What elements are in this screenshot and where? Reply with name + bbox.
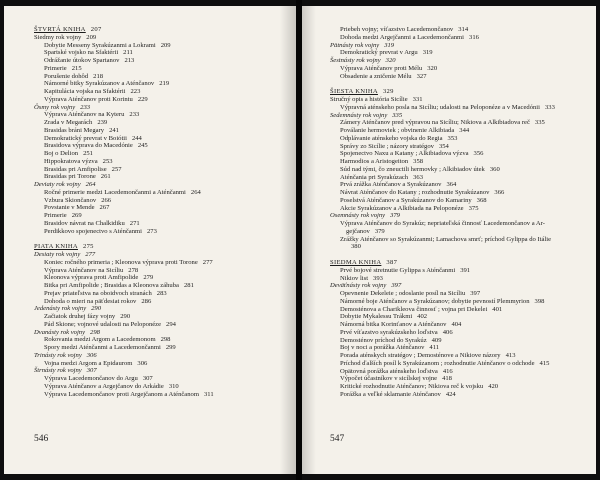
year-entry [330, 112, 592, 120]
toc-entry [330, 143, 592, 151]
entry-page-number: 344 [459, 127, 470, 134]
toc-entry [330, 337, 592, 345]
entry-page-number: 298 [160, 336, 171, 344]
toc-entry [330, 73, 592, 81]
entry-title: Stručný opis a história Sicílie [330, 96, 408, 103]
entry-title: Zámery Aténčanov pred výpravou na Sicíliu; Nikiova a Alkibiadova reč [340, 119, 530, 127]
entry-page-number: 264 [85, 181, 96, 188]
toc-entry [330, 26, 592, 34]
entry-page-number: 266 [101, 196, 112, 204]
entry-page-number: 298 [90, 328, 100, 336]
section-gap [330, 251, 592, 259]
toc-entry [34, 73, 292, 81]
entry-page-number: 211 [123, 49, 133, 57]
toc-entry [330, 290, 592, 298]
entry-page-number: 275 [82, 243, 94, 251]
toc-entry [34, 119, 292, 127]
toc-entry [330, 220, 592, 228]
toc-entry [34, 173, 292, 181]
toc-entry [330, 267, 592, 275]
toc-entry [34, 88, 292, 96]
year-entry [34, 305, 292, 313]
entry-title: Trinásty rok vojny [34, 351, 82, 359]
entry-page-number: 379 [374, 227, 385, 235]
entry-page-number: 397 [470, 290, 481, 297]
entry-title: Návrat Aténčanov do Katany ; rozhodnutie Syrakúzanov [340, 189, 490, 196]
entry-page-number: 251 [83, 150, 93, 157]
entry-page-number: 264 [190, 188, 201, 196]
entry-title: Prvé bojové stretnutie Gylippa s Aténčanmi [340, 266, 456, 274]
entry-title: Dobytie Messeny Syrakúzanmi a Lokrami [44, 41, 156, 49]
toc-entry [34, 142, 292, 150]
toc-entry [330, 243, 592, 251]
entry-page-number: 393 [373, 274, 383, 282]
entry-page-number: 416 [442, 367, 453, 375]
toc-entry [330, 174, 592, 182]
entry-page-number: 213 [124, 57, 135, 64]
entry-title: Námorná bitka Korinťanov a Aténčanov [340, 321, 447, 328]
entry-page-number: 335 [534, 119, 545, 127]
toc-entry [330, 236, 592, 244]
toc-entry [330, 135, 592, 143]
entry-page-number: 380 [351, 243, 361, 251]
entry-page-number: 290 [120, 313, 131, 320]
entry-title: Pätnásty rok vojny [330, 41, 380, 49]
entry-page-number: 299 [165, 344, 176, 351]
entry-title: Hippokratova výzva [44, 157, 98, 165]
entry-title: Opevnenie Dekeleie ; odoslanie posíl na Sicíliu [340, 290, 466, 297]
entry-title: ŠIESTA KNIHA [330, 88, 378, 96]
toc-entry [34, 49, 292, 57]
entry-title: Dobytie Mykalessu Trákmi [340, 313, 413, 321]
entry-title: Akcie Syrakúzanov a Alkibiada na Peloponéze [340, 204, 464, 212]
entry-page-number: 353 [447, 134, 458, 142]
entry-page-number: 281 [183, 282, 194, 289]
entry-page-number: 244 [131, 134, 142, 142]
entry-page-number: 420 [488, 383, 499, 390]
toc-entry [34, 321, 292, 329]
entry-title: Dohoda medzi Argejčanmi a Lacedemončanmi [340, 33, 465, 41]
entry-title: Porážka a veľké sklamanie Aténčanov [340, 390, 441, 398]
page-number-left: 546 [34, 434, 49, 444]
entry-page-number: 320 [385, 57, 396, 64]
entry-page-number: 316 [469, 33, 479, 41]
entry-page-number: 335 [392, 111, 403, 119]
entry-title: Brasidas pri Torone [44, 173, 96, 181]
toc-entry [330, 127, 592, 135]
entry-page-number: 398 [534, 297, 545, 305]
toc-entry [34, 135, 292, 143]
toc-entry [330, 150, 592, 158]
section-gap [34, 235, 292, 243]
entry-title: Ročné primerie medzi Lacedemončanmi a Aténčanmi [44, 188, 186, 196]
entry-title: Brasidova výprava do Macedónie [44, 142, 133, 150]
entry-title: Šestnásty rok vojny [330, 57, 381, 64]
entry-page-number: 397 [391, 282, 402, 290]
entry-page-number: 239 [97, 119, 108, 126]
entry-title: Rokovania medzi Argom a Lacedemonom [44, 336, 156, 344]
entry-title: Demokratický prevrat v Argu [340, 49, 418, 57]
entry-title: Desiaty rok vojny [34, 251, 81, 258]
entry-title: gejčanov [346, 227, 370, 235]
toc-entry [330, 344, 592, 352]
entry-page-number: 358 [413, 158, 424, 165]
toc-entry [34, 344, 292, 352]
entry-title: Poselstvá Aténčanov a Syrakúzanov do Kamariny [340, 196, 472, 204]
entry-title: Zrada v Megarách [44, 119, 93, 126]
entry-title: Osemnásty rok vojny [330, 212, 386, 220]
toc-entry [34, 197, 292, 205]
entry-title: PIATA KNIHA [34, 243, 78, 251]
entry-title: Prejav priateľstva na oboidvoch stranách [44, 289, 152, 297]
toc-entry [34, 150, 292, 158]
entry-title: Brasidas bráni Megary [44, 126, 105, 134]
entry-title: Začiatok druhej fázy vojny [44, 313, 116, 320]
entry-page-number: 391 [460, 266, 471, 274]
entry-title: Výprava Aténčanov na Kyteru [44, 111, 125, 119]
entry-title: Opätovná porážka aténskeho loďstva [340, 367, 438, 375]
toc-entry [34, 313, 292, 321]
entry-page-number: 219 [159, 80, 170, 88]
entry-page-number: 327 [416, 72, 427, 80]
entry-title: Vzbura Skiončanov [44, 196, 97, 204]
entry-page-number: 223 [130, 88, 141, 95]
entry-title: SIEDMA KNIHA [330, 259, 382, 266]
entry-page-number: 233 [129, 111, 140, 119]
toc-entry [330, 166, 592, 174]
entry-page-number: 424 [445, 390, 456, 398]
entry-title: Súd nad tými, čo zneuctili hermovky ; Alkibiadov útek [340, 165, 485, 173]
entry-title: Prvé víťazstvo syrakúzskeho loďstva [340, 328, 438, 336]
entry-page-number: 229 [137, 95, 148, 103]
entry-page-number: 290 [91, 305, 102, 313]
entry-title: Spojenectvo Naxu a Katany ; Alkibiadova výzva [340, 150, 469, 158]
entry-title: Odplávanie aténskeho vojska do Regia [340, 134, 443, 142]
toc-entry [34, 42, 292, 50]
entry-title: Brasidov návrat na Chalkidiku [44, 219, 125, 227]
entry-title: Výprava Lacedemončanov proti Argejčanom a Aténčanom [44, 390, 199, 398]
toc-entry [34, 65, 292, 73]
book-heading [330, 88, 592, 96]
entry-page-number: 411 [429, 344, 440, 352]
entry-page-number: 314 [458, 26, 469, 33]
book-heading [330, 259, 592, 267]
entry-title: Povstanie v Mende [44, 204, 95, 212]
toc-entry [34, 189, 292, 197]
year-entry [330, 282, 592, 290]
toc-entry [34, 127, 292, 135]
entry-title: Koniec ročného primeria ; Kleonova výprava proti Torone [44, 258, 198, 266]
entry-title: Sedemnásty rok vojny [330, 111, 388, 119]
toc-entry [330, 368, 592, 376]
entry-page-number: 363 [413, 173, 423, 181]
year-entry [330, 42, 592, 50]
toc-entry [330, 321, 592, 329]
entry-title: Primerie [44, 212, 67, 219]
toc-entry [34, 383, 292, 391]
entry-page-number: 286 [141, 297, 152, 305]
entry-page-number: 209 [86, 33, 97, 41]
entry-page-number: 253 [102, 157, 113, 165]
entry-title: Poválanie hermoviek ; obvinenie Alkibiada [340, 127, 455, 134]
entry-page-number: 306 [137, 359, 148, 367]
entry-title: Výprava Aténčanov proti Korintu [44, 95, 133, 103]
year-entry [34, 329, 292, 337]
toc-entry [34, 336, 292, 344]
year-entry [330, 96, 592, 104]
entry-page-number: 360 [489, 165, 500, 173]
entry-title: Harmodios a Aristogeiton [340, 158, 409, 165]
year-entry [330, 212, 592, 220]
toc-entry [34, 282, 292, 290]
entry-page-number: 366 [494, 189, 505, 196]
entry-title: Kapitulácia vojska na Sfaktérii [44, 88, 126, 95]
entry-page-number: 306 [86, 351, 97, 359]
entry-title: Porušenie dohôd [44, 72, 89, 80]
entry-title: Demosténova a Charikleova činnosť ; vojna pri Dekelei [340, 305, 488, 313]
entry-page-number: 319 [384, 41, 395, 49]
toc-entry [34, 391, 292, 399]
entry-title: Siedmy rok vojny [34, 33, 82, 41]
entry-title: Bitka pri Amfipolide ; Brasidas a Kleonova záhuba [44, 282, 179, 289]
entry-title: Výprava Lacedemončanov do Argu [44, 375, 138, 382]
entry-title: Deväťnásty rok vojny [330, 282, 387, 290]
toc-entry [330, 313, 592, 321]
entry-title: Boj v noci a porážka Aténčanov [340, 344, 425, 352]
toc-entry [330, 197, 592, 205]
entry-title: Ôsmy rok vojny [34, 103, 76, 111]
entry-page-number: 307 [86, 367, 97, 375]
entry-title: Primerie [44, 64, 67, 72]
entry-page-number: 209 [160, 41, 171, 49]
toc-entry [34, 57, 292, 65]
entry-title: Námorné bitky Syrakúzanov a Aténčanov [44, 80, 155, 88]
entry-page-number: 418 [442, 375, 452, 383]
entry-page-number: 307 [142, 375, 153, 382]
toc-entry [34, 290, 292, 298]
toc-entry [330, 375, 592, 383]
entry-title: Výprava Aténčanov do Syrakúz; nepriateľská činnosť Lacedemončanov a Ar- [340, 220, 545, 227]
entry-title: Vojna medzi Argom a Epidaurom [44, 359, 133, 367]
entry-title: Výpravná aténskeho posla na Sicíliu; udalosti na Peloponéze a v Macedónii [340, 103, 540, 111]
year-entry [34, 104, 292, 112]
entry-title: Demokratický prevrat v Boiótii [44, 134, 127, 142]
entry-page-number: 333 [544, 103, 555, 111]
entry-page-number: 278 [128, 266, 139, 274]
toc-entry [330, 34, 592, 42]
entry-page-number: 310 [168, 382, 179, 390]
right-page [302, 6, 596, 474]
entry-title: Pád Skione; vojnové udalosti na Peloponéze [44, 320, 162, 328]
entry-page-number: 311 [203, 390, 214, 398]
entry-page-number: 267 [99, 204, 110, 212]
entry-title: Námorné boje Aténčanov a Syrakúzanov; dobytie pevností Plemmyrion [340, 297, 530, 305]
entry-title: Odrážanie útokov Spartanov [44, 57, 120, 64]
toc-entry [34, 298, 292, 306]
toc-entry [34, 158, 292, 166]
entry-page-number: 294 [166, 320, 176, 328]
entry-title: Obsadenie a zničenie Mélu [340, 72, 412, 80]
toc-entry [330, 205, 592, 213]
entry-page-number: 329 [382, 88, 394, 96]
entry-page-number: 273 [146, 227, 157, 235]
entry-title: Perdikkovo spojenectvo s Aténčanmi [44, 227, 142, 235]
toc-entry [34, 228, 292, 236]
toc-entry [34, 375, 292, 383]
entry-page-number: 207 [90, 26, 102, 33]
toc-entry [34, 274, 292, 282]
entry-title: Výpočet účastníkov v sicílskej vojne [340, 375, 438, 383]
entry-title: Dohoda o mieri na päťdesiat rokov [44, 297, 137, 305]
book-heading [34, 243, 292, 251]
toc-entry [330, 329, 592, 337]
toc-entry [34, 80, 292, 88]
entry-page-number: 409 [431, 336, 442, 344]
entry-title: Výprava Aténčanov na Sicíliu [44, 266, 124, 274]
toc-entry [34, 212, 292, 220]
year-entry [34, 352, 292, 360]
year-entry [34, 251, 292, 259]
toc-entry [34, 259, 292, 267]
entry-page-number: 387 [386, 259, 398, 266]
entry-title: Brasidas pri Amfipolise [44, 165, 107, 173]
toc-entry [330, 181, 592, 189]
entry-page-number: 271 [129, 219, 140, 227]
year-entry [330, 57, 592, 65]
table-of-contents-left [34, 26, 292, 398]
entry-title: Demosténov príchod do Syrakúz [340, 336, 427, 344]
toc-entry [330, 104, 592, 112]
entry-page-number: 218 [93, 72, 104, 80]
toc-entry [34, 96, 292, 104]
year-entry [34, 367, 292, 375]
toc-entry [34, 204, 292, 212]
entry-title: ŠTVRTÁ KNIHA [34, 26, 86, 33]
entry-title: Správy zo Sicílie ; názory stratégov [340, 142, 434, 150]
toc-entry [330, 65, 592, 73]
year-entry [34, 181, 292, 189]
entry-page-number: 277 [202, 258, 213, 266]
toc-entry [330, 352, 592, 360]
entry-title: Deviaty rok vojny [34, 181, 81, 188]
entry-page-number: 283 [156, 289, 167, 297]
entry-title: Príchod ďalších posíl k Syrakúzanom ; rozhodnutie Aténčanov o odchode [340, 359, 535, 367]
book-heading [34, 26, 292, 34]
toc-entry [330, 189, 592, 197]
entry-page-number: 215 [71, 64, 82, 72]
entry-title: Nikiov list [340, 274, 369, 282]
entry-title: Štrnásty rok vojny [34, 367, 82, 375]
entry-page-number: 406 [442, 328, 453, 336]
entry-title: Priebeh vojny; víťazstvo Lacedemončanov [340, 26, 454, 33]
entry-title: Spartské vojsko na Sfaktérii [44, 49, 119, 57]
page-number-right: 547 [330, 434, 345, 444]
entry-page-number: 379 [390, 212, 400, 220]
entry-page-number: 356 [473, 150, 484, 158]
toc-entry [330, 49, 592, 57]
year-entry [34, 34, 292, 42]
entry-page-number: 245 [137, 142, 148, 150]
entry-title: Kleonova výprava proti Amfipolide [44, 274, 139, 282]
left-page [4, 6, 296, 474]
entry-page-number: 277 [85, 251, 96, 258]
toc-entry [34, 220, 292, 228]
toc-entry [330, 119, 592, 127]
entry-page-number: 402 [417, 313, 428, 321]
entry-page-number: 319 [422, 49, 433, 57]
entry-page-number: 415 [539, 359, 550, 367]
entry-page-number: 279 [143, 274, 154, 282]
entry-title: Porada aténskych stratégov ; Demosténove a Nikiove názory [340, 352, 501, 359]
entry-page-number: 413 [505, 352, 516, 359]
entry-page-number: 375 [468, 204, 479, 212]
entry-page-number: 364 [446, 181, 457, 189]
entry-title: Aténčania pri Syrakúzach [340, 173, 409, 181]
entry-title: Kritické rozhodnutie Aténčanov; Nikiova reč k vojsku [340, 383, 484, 390]
toc-entry [34, 166, 292, 174]
entry-page-number: 241 [109, 126, 119, 134]
entry-page-number: 368 [476, 196, 487, 204]
entry-title: Prvá zrážka Aténčanov a Syrakúzanov [340, 181, 442, 189]
toc-entry [330, 228, 592, 236]
toc-entry [330, 391, 592, 399]
toc-entry [330, 383, 592, 391]
entry-page-number: 233 [80, 103, 91, 111]
entry-page-number: 404 [451, 321, 462, 328]
entry-page-number: 401 [492, 305, 503, 313]
toc-entry [34, 111, 292, 119]
entry-title: Jedenásty rok vojny [34, 305, 87, 313]
entry-title: Boj o Delion [44, 150, 79, 157]
table-of-contents-right [330, 26, 592, 399]
toc-entry [330, 306, 592, 314]
entry-title: Dvanásty rok vojny [34, 328, 86, 336]
toc-entry [34, 267, 292, 275]
entry-page-number: 261 [100, 173, 111, 181]
toc-entry [330, 298, 592, 306]
entry-title: Zrážky Aténčanov so Syrakúzanmi; Lamachova smrť; príchod Gylippa do Itálie [340, 235, 552, 243]
entry-page-number: 331 [412, 96, 423, 103]
entry-page-number: 320 [427, 64, 438, 72]
entry-title: Výprava Aténčanov proti Mélu [340, 64, 423, 72]
toc-entry [330, 360, 592, 368]
toc-entry [330, 275, 592, 283]
entry-title: Výprava Aténčanov a Argejčanov do Arkádie [44, 382, 164, 390]
entry-title: Spory medzi Aténčanmi a Lacedemončanmi [44, 344, 161, 351]
toc-entry [330, 158, 592, 166]
entry-page-number: 354 [438, 142, 449, 150]
entry-page-number: 257 [111, 165, 122, 173]
entry-page-number: 269 [71, 212, 82, 219]
